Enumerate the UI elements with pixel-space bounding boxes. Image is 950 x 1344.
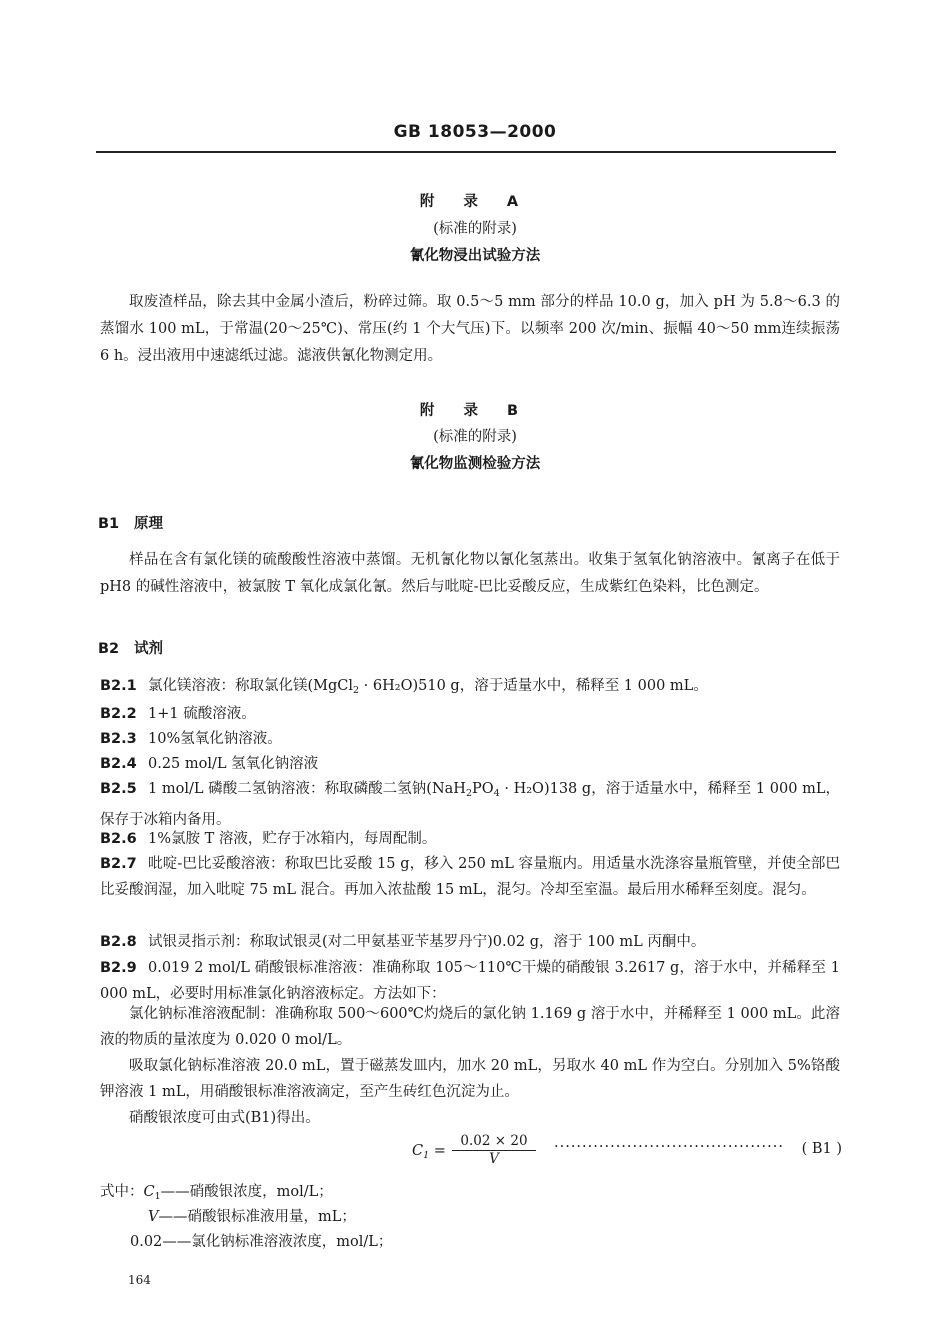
- standard-code-header: GB 18053—2000: [393, 122, 557, 142]
- item-b2-2: [100, 701, 840, 727]
- item-text: PO: [471, 781, 494, 797]
- section-title: 试剂: [134, 641, 163, 657]
- formula-numerator: 0.02 × 20: [452, 1133, 536, 1151]
- item-number: B2.4: [100, 756, 137, 772]
- formula-fraction: [452, 1133, 536, 1167]
- item-b2-8: [100, 929, 840, 955]
- item-number: B2.2: [100, 706, 137, 722]
- variable-symbol: C: [143, 1184, 155, 1200]
- appendix-a-subtitle: (标准的附录): [433, 221, 517, 237]
- item-text: 1+1 硫酸溶液。: [148, 706, 256, 722]
- variable-def-constant: [130, 1230, 392, 1251]
- section-b1-heading: [98, 512, 163, 533]
- variable-symbol: V: [148, 1209, 159, 1225]
- variable-symbol: 0.02: [130, 1234, 163, 1250]
- where-label: 式中：: [100, 1184, 144, 1200]
- variable-description: ——氯化钠标准溶液浓度，mol/L；: [162, 1234, 393, 1250]
- subscript: 1: [423, 1150, 430, 1161]
- item-text: 氯化镁溶液：称取氯化镁(MgCl: [148, 678, 354, 694]
- subscript: 2: [465, 788, 472, 799]
- appendix-a-heading: 氰化物浸出试验方法: [409, 248, 541, 264]
- appendix-a-body: 取废渣样品，除去其中金属小渣后，粉碎过筛。取 0.5～5 mm 部分的样品 10.0 g，加入 pH 为 5.8～6.3 的蒸馏水 100 mL，于常温(20～25℃)、常压(约 1 个大气压)下。以频率 200 次/min、振幅 40～50 mm连续振荡 6 h。浸出液用中速滤纸过滤。滤液供氰化物测定用。: [100, 294, 840, 364]
- section-title: 原理: [134, 516, 163, 532]
- item-number: B2.9: [100, 960, 137, 976]
- formula-b1: [412, 1133, 842, 1173]
- formula-lhs: [412, 1143, 446, 1161]
- formula-number: ( B1 ): [801, 1141, 842, 1157]
- subscript: 1: [154, 1191, 161, 1202]
- subscript: 4: [493, 788, 500, 799]
- page-number: 164: [128, 1273, 151, 1287]
- nacl-standard-paragraph: 氯化钠标准溶液配制：准确称取 500～600℃灼烧后的氯化钠 1.169 g 溶于水中，并稀释至 1 000 mL。此溶液的物质的量浓度为 0.020 0 mol/L。: [100, 1006, 840, 1048]
- titration-paragraph: 吸取氯化钠标准溶液 20.0 mL，置于磁蒸发皿内，加水 20 mL，另取水 40 mL 作为空白。分别加入 5%铬酸钾溶液 1 mL，用硝酸银标准溶液滴定，至产生砖红色沉淀为止。: [100, 1058, 840, 1100]
- formula-leader-dots: ·········································: [554, 1139, 784, 1155]
- item-text: 1 mol/L 磷酸二氢钠溶液：称取磷酸二氢钠(NaH: [148, 781, 466, 797]
- item-number: B2.7: [100, 856, 137, 872]
- item-text: 1%氯胺 T 溶液，贮存于冰箱内，每周配制。: [148, 831, 437, 847]
- formula-symbol: C: [412, 1143, 424, 1159]
- item-number: B2.5: [100, 781, 137, 797]
- section-b2-heading: [98, 637, 163, 658]
- appendix-b-heading: 氰化物监测检验方法: [409, 456, 541, 472]
- item-text: · 6H₂O)510 g，溶于适量水中，稀释至 1 000 mL。: [359, 678, 708, 694]
- item-text: 10%氢氧化钠溶液。: [148, 731, 282, 747]
- item-b2-4: [100, 751, 840, 777]
- item-b2-7: [100, 851, 840, 903]
- section-number: B1: [98, 516, 120, 532]
- equals-sign: =: [433, 1143, 446, 1159]
- variable-description: ——硝酸银标准液用量，mL；: [158, 1209, 356, 1225]
- item-b2-1: [100, 673, 840, 704]
- section-b1-body: 样品在含有氯化镁的硫酸酸性溶液中蒸馏。无机氰化物以氰化氢蒸出。收集于氢氧化钠溶液中。氰离子在低于 pH8 的碱性溶液中，被氯胺 T 氧化成氯化氰。然后与吡啶-巴比妥酸反应，生成紫红色染料，比色测定。: [100, 552, 840, 595]
- item-number: B2.6: [100, 831, 137, 847]
- subscript: 2: [353, 685, 360, 696]
- header-rule: [96, 151, 836, 153]
- item-text: · H₂O)138 g，溶于适量水中，稀释至 1 000 mL，保存于冰箱内备用。: [100, 781, 840, 828]
- item-b2-5: [100, 776, 840, 833]
- item-text: 试银灵指示剂：称取试银灵(对二甲氨基亚苄基罗丹宁)0.02 g，溶于 100 mL 丙酮中。: [148, 934, 706, 950]
- item-number: B2.8: [100, 934, 137, 950]
- item-text: 0.019 2 mol/L 硝酸银标准溶液：准确称取 105～110℃干燥的硝酸银 3.2617 g，溶于水中，并稀释至 1 000 mL，必要时用标准氯化钠溶液标定。方法如下：: [100, 960, 840, 1002]
- formula-intro-paragraph: 硝酸银浓度可由式(B1)得出。: [129, 1110, 320, 1126]
- item-b2-6: [100, 826, 840, 852]
- variable-def-v: [148, 1205, 356, 1226]
- item-b2-9: [100, 955, 840, 1007]
- section-number: B2: [98, 641, 120, 657]
- item-number: B2.3: [100, 731, 137, 747]
- item-text: 0.25 mol/L 氢氧化钠溶液: [148, 756, 319, 772]
- appendix-a-title: 附 录 A: [419, 194, 531, 210]
- variable-def-c1: [100, 1180, 333, 1202]
- item-number: B2.1: [100, 678, 137, 694]
- formula-denominator: V: [489, 1151, 499, 1167]
- item-b2-3: [100, 726, 840, 752]
- variable-description: ——硝酸银浓度，mol/L；: [160, 1184, 333, 1200]
- appendix-b-title: 附 录 B: [419, 403, 531, 419]
- item-text: 吡啶-巴比妥酸溶液：称取巴比妥酸 15 g，移入 250 mL 容量瓶内。用适量水洗涤容量瓶管壁，并使全部巴比妥酸润湿，加入吡啶 75 mL 混合。再加入浓盐酸 15 mL，混匀。冷却至室温。最后用水稀释至刻度。混匀。: [100, 856, 840, 898]
- appendix-b-subtitle: (标准的附录): [433, 429, 517, 445]
